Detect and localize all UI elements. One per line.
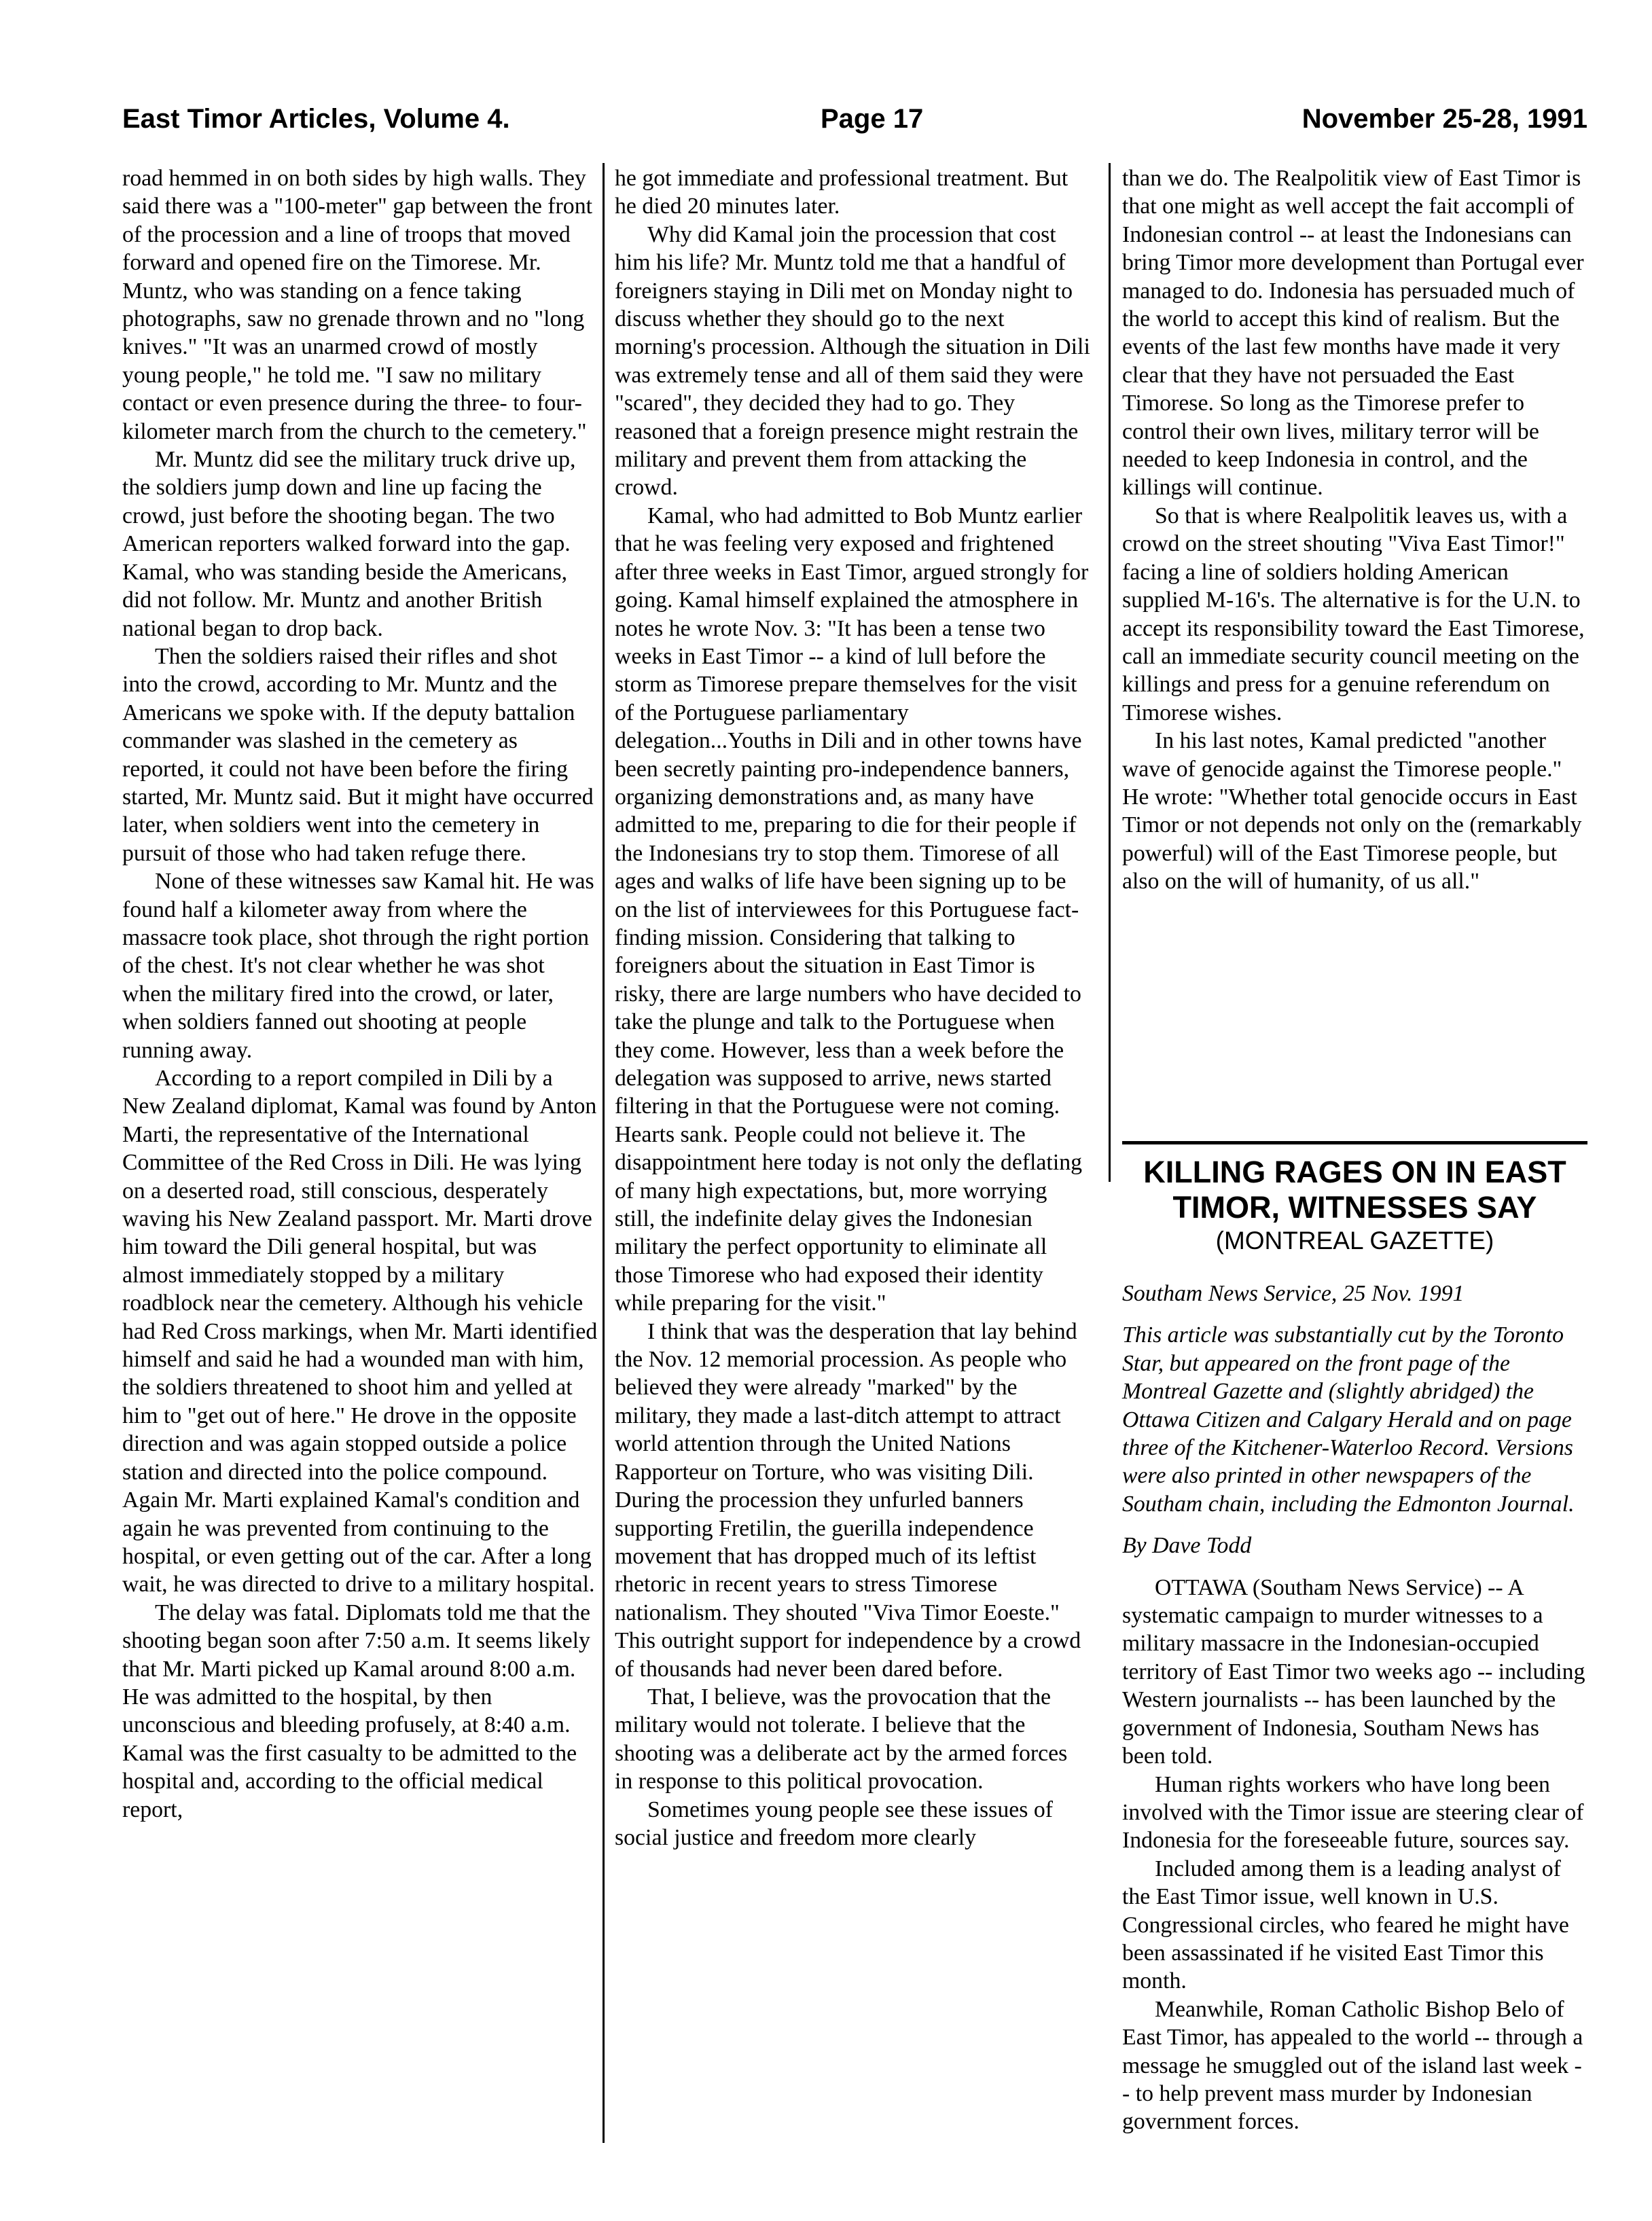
paragraph: Sometimes young people see these issues of social justice and freedom more clearly <box>615 1796 1053 1850</box>
paragraph: So that is where Realpolitik leaves us, with a crowd on the street shouting "Viva East Timor!" facing a line of soldiers holding American supplied M-16's. The alternative is for the U.N. to accept its responsibility toward the East Timorese, call an immediate security council meeting on the killings and press for a genuine referendum on Timorese wishes. <box>1122 503 1585 725</box>
paragraph: than we do. The Realpolitik view of East Timor is that one might as well accept the fait accompli of Indonesian control -- at least the Indonesians can bring Timor more development than Portugal ever managed to do. Indonesia has persuaded much of the world to accept this kind of realism. But the events of the last few months have made it very clear that they have not persuaded the East Timorese. So long as the Timorese prefer to control their own lives, military terror will be needed to keep Indonesia in control, and the killings will continue. <box>1122 166 1584 501</box>
article-source: (MONTREAL GAZETTE) <box>1215 1227 1494 1254</box>
column-divider <box>1109 163 1111 1182</box>
article-body <box>1122 1574 1587 2136</box>
paragraph: I think that was the desperation that lay behind the Nov. 12 memorial procession. As people who believed they were already "marked" by the military, they made a last-ditch attempt to attract world attention through the United Nations Rapporteur on Torture, who was visiting Dili. During the procession they unfurled banners supporting Fretilin, the guerilla independence movement that has dropped much of its leftist rhetoric in recent years to stress Timorese nationalism. They shouted "Viva Timor Eoeste." This outright support for independence by a crowd of thousands had never been dared before. <box>615 1318 1081 1682</box>
paragraph: Human rights workers who have long been involved with the Timor issue are steering clear of Indonesia for the foreseeable future, sources say. <box>1122 1771 1584 1854</box>
section-divider <box>1122 1141 1587 1144</box>
byline: By Dave Todd <box>1122 1533 1252 1559</box>
paragraph: road hemmed in on both sides by high walls. They said there was a "100-meter" gap between the front of the procession and a line of troops that moved forward and opened fire on the Timorese. Mr. Muntz, who was standing on a fence taking photographs, saw no grenade thrown and no "long knives." "It was an unarmed crowd of mostly young people," he told me. "I saw no military contact or even presence during the three- to four-kilometer march from the church to the cemetery." <box>122 166 592 444</box>
column-2 <box>615 164 1090 1852</box>
paragraph: That, I believe, was the provocation that the military would not tolerate. I believe that the shooting was a deliberate act by the armed forces in response to this political provocation. <box>615 1684 1068 1794</box>
paragraph: None of these witnesses saw Kamal hit. He was found half a kilometer away from where the massacre took place, shot through the right portion of the chest. It's not clear whether he was shot when the military fired into the crowd, or later, when soldiers fanned out shooting at people running away. <box>122 869 594 1063</box>
paragraph: Then the soldiers raised their rifles and shot into the crowd, according to Mr. Muntz and the Americans we spoke with. If the deputy battalion commander was slashed in the cemetery as reported, it could not have been before the firing started, Mr. Muntz said. But it might have occurred later, when soldiers went into the cemetery in pursuit of those who had taken refuge there. <box>122 643 594 866</box>
column-3 <box>1122 164 1587 896</box>
article-headline: KILLING RAGES ON IN EAST TIMOR, WITNESSES SAY <box>1143 1155 1566 1225</box>
paragraph: Kamal, who had admitted to Bob Muntz earlier that he was feeling very exposed and frightened after three weeks in East Timor, argued strongly for going. Kamal himself explained the atmosphere in notes he wrote Nov. 3: "It has been a tense two weeks in East Timor -- a kind of lull before the storm as Timorese prepare themselves for the visit of the Portuguese parliamentary delegation...Youths in Dili and in other towns have been secretly painting pro-independence banners, organizing demonstrations and, as many have admitted to me, preparing to die for their people if the Indonesians try to stop them. Timorese of all ages and walks of life have been signing up to be on the list of interviewees for this Portuguese fact-finding mission. Considering that talking to foreigners about the situation in East Timor is risky, there are large numbers who have decided to take the plunge and talk to the Portuguese when they come. However, less than a week before the delegation was supposed to arrive, news started filtering in that the Portuguese were not coming. Hearts sank. People could not believe it. The disappointment here today is not only the deflating of many high expectations, but, more worrying still, the indefinite delay gives the Indonesian military the perfect opportunity to eliminate all those Timorese who had exposed their identity while preparing for the visit." <box>615 503 1089 1316</box>
running-header-date: November 25-28, 1991 <box>1301 104 1587 134</box>
paragraph: According to a report compiled in Dili by a New Zealand diplomat, Kamal was found by Anton Marti, the representative of the International Committee of the Red Cross in Dili. He was lying on a deserted road, still conscious, desperately waving his New Zealand passport. Mr. Marti drove him toward the Dili general hospital, but was almost immediately stopped by a military roadblock near the cemetery. Although his vehicle had Red Cross markings, when Mr. Marti identified himself and said he had a wounded man with him, the soldiers threatened to shoot him and yelled at him to "get out of here." He drove in the opposite direction and was again stopped outside a police station and directed into the police compound. Again Mr. Marti explained Kamal's condition and again he was prevented from continuing to the hospital, or even getting out of the car. After a long wait, he was directed to drive to a military hospital. <box>122 1066 598 1597</box>
column-1 <box>122 164 598 1824</box>
column-divider <box>603 163 605 2143</box>
paragraph: OTTAWA (Southam News Service) -- A systematic campaign to murder witnesses to a military massacre in the Indonesian-occupied territory of East Timor two weeks ago -- including Western journalists -- has been launched by the government of Indonesia, Southam News has been told. <box>1122 1574 1585 1769</box>
article-dateline: Southam News Service, 25 Nov. 1991 <box>1122 1281 1465 1306</box>
paragraph: In his last notes, Kamal predicted "another wave of genocide against the Timorese people." He wrote: "Whether total genocide occurs in East Timor or not depends not only on the (remarkably powerful) will of the East Timorese people, but also on the will of humanity, of us all." <box>1122 728 1582 895</box>
editor-note: This article was substantially cut by the Toronto Star, but appeared on the front page of the Montreal Gazette and (slightly abridged) the Ottawa Citizen and Calgary Herald and on page three of the Kitchener-Waterloo Record. Versions were also printed in other newspapers of the Southam chain, including the Edmonton Journal. <box>1122 1322 1575 1517</box>
paragraph: Meanwhile, Roman Catholic Bishop Belo of East Timor, has appealed to the world -- through a message he smuggled out of the island last week -- to help prevent mass murder by Indonesian government forces. <box>1122 1996 1583 2135</box>
running-header-title: East Timor Articles, Volume 4. <box>122 104 510 134</box>
paragraph: The delay was fatal. Diplomats told me that the shooting began soon after 7:50 a.m. It seems likely that Mr. Marti picked up Kamal around 8:00 a.m. He was admitted to the hospital, by then unconscious and bleeding profusely, at 8:40 a.m. Kamal was the first casualty to be admitted to the hospital and, according to the official medical report, <box>122 1600 591 1822</box>
paragraph: Included among them is a leading analyst of the East Timor issue, well known in U.S. Congressional circles, who feared he might have been assassinated if he visited East Timor this month. <box>1122 1856 1569 1994</box>
paragraph: Why did Kamal join the procession that cost him his life? Mr. Muntz told me that a handful of foreigners staying in Dili met on Monday night to discuss whether they should go to the next morning's procession. Although the situation in Dili was extremely tense and all of them said they were "scared", they decided they had to go. They reasoned that a foreign presence might restrain the military and prevent them from attacking the crowd. <box>615 221 1090 501</box>
article-killing-rages <box>1122 1155 1587 2136</box>
page-number: Page 17 <box>821 104 924 134</box>
paragraph: he got immediate and professional treatment. But he died 20 minutes later. <box>615 166 1069 219</box>
paragraph: Mr. Muntz did see the military truck drive up, the soldiers jump down and line up facing the crowd, just before the shooting began. The two American reporters walked forward into the gap. Kamal, who was standing beside the Americans, did not follow. Mr. Muntz and another British national began to drop back. <box>122 447 576 641</box>
